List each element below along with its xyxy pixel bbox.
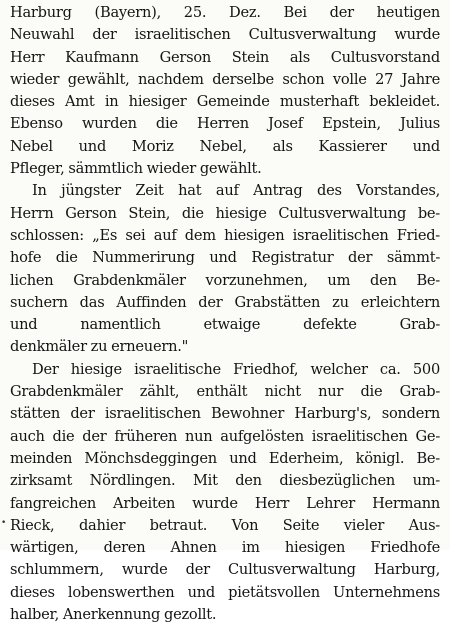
article-line: schlossen: „Es sei auf dem hiesigen israelitischen Fried- [10,226,440,244]
article-line: fangreichen Arbeiten wurde Herr Lehrer Hermann [10,494,440,512]
article-line: hofe die Nummerirung und Registratur der sämmt- [10,249,440,267]
article-line: Der hiesige israelitische Friedhof, welcher ca. 500 [32,360,440,378]
article-line: Harburg (Bayern), 25. Dez. Bei der heutigen [10,4,440,21]
article-text [10,2,440,626]
article-line: halber, Anerkennung gezollt. [10,606,217,624]
article-line: stätten der israelitischen Bewohner Harburg's, sondern [10,405,440,423]
article-line: meinden Mönchsdeggingen und Ederheim, königl. Be- [10,449,440,467]
stray-ink-mark: • [1,518,7,528]
article-line: In jüngster Zeit hat auf Antrag des Vorstandes, [32,182,440,200]
article-line: Pfleger, sämmtlich wieder gewählt. [10,160,262,178]
article-line: und namentlich etwaige defekte Grab- [10,316,440,334]
article-line: Nebel und Moriz Nebel, als Kassierer und [10,137,440,155]
article-line: lichen Grabdenkmäler vorzunehmen, um den Be- [10,271,440,289]
article-line: Rieck, dahier betraut. Von Seite vieler Aus- [10,516,440,534]
article-line: Grabdenkmäler zählt, enthält nicht nur die Grab- [10,383,440,401]
article-line: wärtigen, deren Ahnen im hiesigen Friedhofe [10,539,440,557]
article-line: denkmäler zu erneuern." [10,338,189,356]
article-line: wieder gewählt, nachdem derselbe schon volle 27 Jahre [10,70,440,88]
article-line: Neuwahl der israelitischen Cultusverwaltung wurde [10,26,440,44]
article-line: dieses Amt in hiesiger Gemeinde musterhaft bekleidet. [10,93,440,111]
article-line: suchern das Auffinden der Grabstätten zu erleichtern [10,293,440,311]
article-line: zirksamt Nördlingen. Mit den diesbezüglichen um- [10,472,440,490]
article-line: Herr Kaufmann Gerson Stein als Cultusvorstand [10,48,440,66]
article-line: Ebenso wurden die Herren Josef Epstein, Julius [10,115,440,133]
article-line: dieses lobenswerthen und pietätsvollen Unternehmens [10,583,440,601]
article-line: schlummern, wurde der Cultusverwaltung Harburg, [10,561,440,579]
article-line: auch die der früheren nun aufgelösten israelitischen Ge- [10,427,440,445]
article-line: Herrn Gerson Stein, die hiesige Cultusverwaltung be- [10,204,440,222]
